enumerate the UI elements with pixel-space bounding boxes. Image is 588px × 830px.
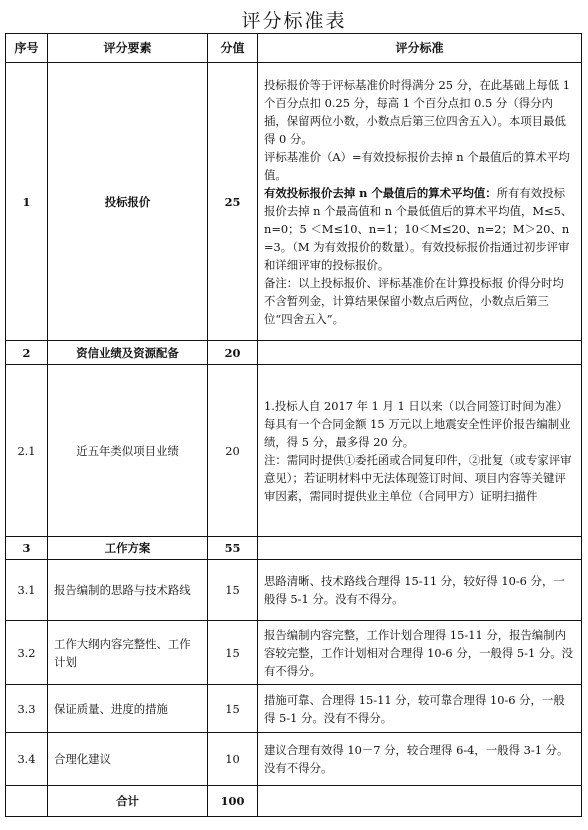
row-score: 20 <box>208 365 258 537</box>
row-factor: 报告编制的思路与技术路线 <box>48 560 208 621</box>
row-score: 55 <box>208 537 258 560</box>
row-number: 3.2 <box>6 621 48 685</box>
row-criteria: 措施可靠、合理得 15-11 分，较可靠合理得 10-6 分，一般得 5-1 分。没有不得分。 <box>258 685 582 733</box>
row-number: 2.1 <box>6 365 48 537</box>
row-number: 3.3 <box>6 685 48 733</box>
scoring-table <box>5 33 582 817</box>
row-factor: 保证质量、进度的措施 <box>48 685 208 733</box>
row-number <box>6 786 48 817</box>
criteria-text: 所有有效投标报价去掉 n 个最高值和 n 个最低值后的算术平均值，M≤5、n=0；5 ＜M≤10、n=1；10＜M≤20、n=2；M＞20、n=3。（M 为有效报价的数量）。有效投标报价指通过初步评审和详细评审的投标报价。 <box>264 185 573 272</box>
criteria-bold-term: 有效投标报价去掉 n 个最值后的算术平均值： <box>264 185 497 200</box>
row-factor: 合理化建议 <box>48 733 208 786</box>
row-factor: 工作方案 <box>48 537 208 560</box>
row-criteria: 报告编制内容完整，工作计划合理得 15-11 分，报告编制内容较完整，工作计划相对合理得 10-6 分，一般得 5-1 分。没有不得分。 <box>258 621 582 685</box>
row-score: 15 <box>208 685 258 733</box>
table-row <box>6 685 582 733</box>
row-factor: 资信业绩及资源配备 <box>48 341 208 365</box>
row-criteria: 思路清晰、技术路线合理得 15-11 分，较好得 10-6 分，一般得 5-1 分。没有不得分。 <box>258 560 582 621</box>
row-criteria <box>258 537 582 560</box>
table-row <box>6 537 582 560</box>
table-row <box>6 63 582 341</box>
page-title: 评分标准表 <box>241 10 347 32</box>
header-criteria: 评分标准 <box>258 34 582 63</box>
row-score: 15 <box>208 560 258 621</box>
row-number: 2 <box>6 341 48 365</box>
row-factor: 工作大纲内容完整性、工作计划 <box>48 621 208 685</box>
row-criteria <box>258 63 582 341</box>
total-score: 100 <box>208 786 258 817</box>
row-number: 1 <box>6 63 48 341</box>
row-score: 10 <box>208 733 258 786</box>
header-no: 序号 <box>6 34 48 63</box>
header-score: 分值 <box>208 34 258 63</box>
row-criteria <box>258 341 582 365</box>
row-number: 3.4 <box>6 733 48 786</box>
row-score: 20 <box>208 341 258 365</box>
row-criteria: 建议合理有效得 10－7 分，较合理得 6-4，一般得 3-1 分。没有不得分。 <box>258 733 582 786</box>
row-number: 3.1 <box>6 560 48 621</box>
table-row <box>6 365 582 537</box>
row-score: 15 <box>208 621 258 685</box>
criteria-paragraph: 注：需同时提供①委托函或合同复印件，②批复（或专家评审意见）；若证明材料中无法体现签订时间、项目内容等关键评审因素，需同时提供业主单位（合同甲方）证明扫描件 <box>264 452 572 503</box>
row-criteria <box>258 365 582 537</box>
row-factor: 投标报价 <box>48 63 208 341</box>
criteria-paragraph: 1.投标人自 2017 年 1 月 1 日以来（以合同签订时间为准）每具有一个合同金额 15 万元以上地震安全性评价报告编制业绩，得 5 分，最多得 20 分。 <box>264 398 571 449</box>
table-row <box>6 341 582 365</box>
row-criteria <box>258 786 582 817</box>
criteria-paragraph <box>264 184 575 274</box>
criteria-paragraph: 评标基准价（A）=有效投标报价去掉 n 个最值后的算术平均值。 <box>264 149 570 182</box>
total-label: 合计 <box>48 786 208 817</box>
row-number: 3 <box>6 537 48 560</box>
total-row <box>6 786 582 817</box>
table-row <box>6 733 582 786</box>
row-score: 25 <box>208 63 258 341</box>
table-row <box>6 621 582 685</box>
table-row <box>6 560 582 621</box>
header-factor: 评分要素 <box>48 34 208 63</box>
criteria-paragraph: 备注：以上投标报价、评标基准价在计算投标报 价得分时均不含暂列金，计算结果保留小数点后两位，小数点后第三位“四舍五入”。 <box>264 275 564 326</box>
criteria-paragraph: 投标报价等于评标基准价时得满分 25 分，在此基础上每低 1 个百分点扣 0.25 分，每高 1 个百分点扣 0.5 分（得分内插，保留两位小数，小数点后第三位四舍五入）。本项目最低得 0 分。 <box>264 77 570 146</box>
row-factor: 近五年类似项目业绩 <box>48 365 208 537</box>
header-row <box>6 34 582 63</box>
